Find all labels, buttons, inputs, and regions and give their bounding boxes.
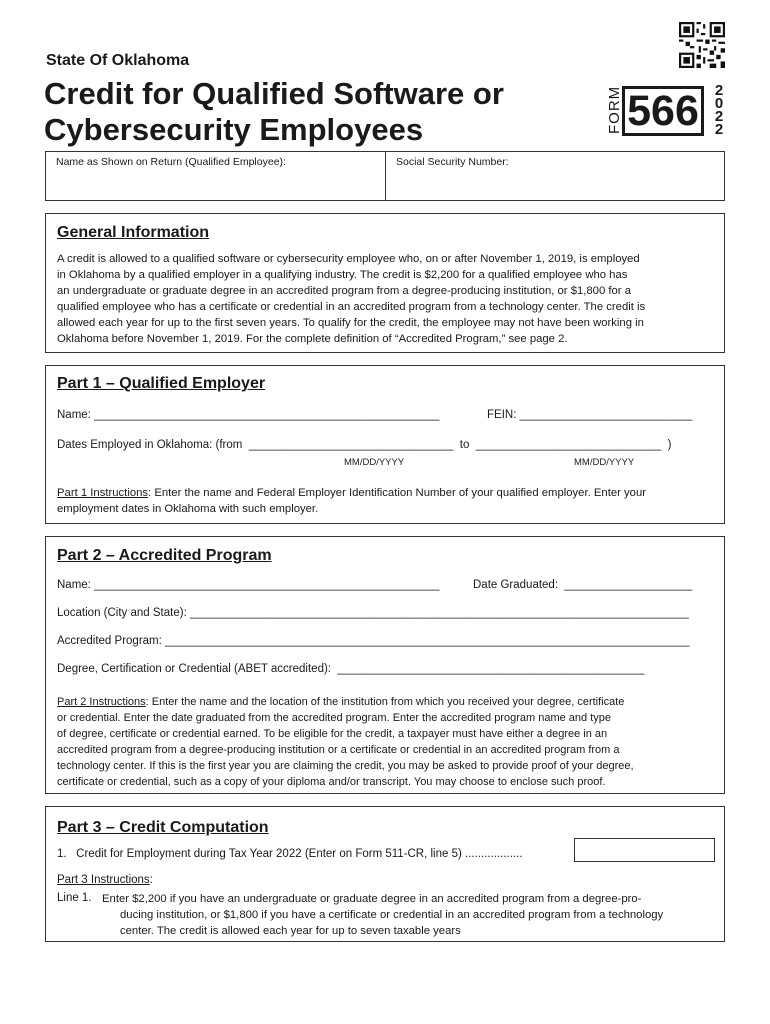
part1-instructions-text: : Enter the name and Federal Employer Identification Number of your qualified employer. Enter your (148, 487, 646, 499)
part3-instructions-heading (57, 874, 153, 886)
state-name: State Of Oklahoma (46, 52, 190, 69)
part3-title: Part 3 – Credit Computation (57, 819, 269, 836)
general-information-title: General Information (57, 224, 210, 241)
part3-line1-label: Line 1. (57, 892, 92, 904)
tax-year-vertical (712, 84, 726, 136)
part3-instructions-text: Enter $2,200 if you have an undergraduate or graduate degree in an accredited program from a degree-pro- (102, 893, 642, 905)
part3-instructions-colon: : (149, 874, 153, 886)
year-digit: 0 (714, 95, 724, 112)
part3-instructions-text: center. The credit is allowed each year for up to seven taxable years (120, 925, 461, 937)
date-graduated-field[interactable]: Date Graduated: ____________________ (473, 579, 693, 591)
part1-title: Part 1 – Qualified Employer (57, 375, 266, 392)
part1-instructions-text: employment dates in Oklahoma with such employer. (57, 503, 319, 515)
employer-fein-field[interactable]: FEIN: ___________________________ (487, 409, 693, 421)
form-title (44, 76, 584, 148)
employer-name-field[interactable]: Name: ______________________________________________________ (57, 409, 440, 421)
part3-instructions (102, 891, 714, 939)
part2-instructions-text: certificate or credential, such as a copy of your diploma and/or transcript. You may choose to enclose such proof. (57, 776, 606, 788)
part2-instructions-text: accredited program from a degree-producing institution or a certificate or credential in an accredited program from a (57, 744, 620, 756)
employee-name-field[interactable] (46, 152, 386, 200)
general-line: allowed each year for up to the first seven years. To qualify for the credit, the employee may not have been working in (57, 317, 644, 329)
date-format-hint-to: MM/DD/YYYY (574, 457, 635, 468)
employee-identification-box (45, 151, 725, 201)
form-title-line-2: Cybersecurity Employees (44, 112, 424, 147)
institution-name-field[interactable]: Name: ______________________________________________________ (57, 579, 440, 591)
general-information-text (57, 251, 713, 347)
accredited-program-field[interactable]: Accredited Program: __________________________________________________________________________________ (57, 635, 690, 647)
qr-code-icon (679, 22, 725, 68)
form-label: FORM (606, 85, 623, 134)
line1-credit-description: 1. Credit for Employment during Tax Year 2022 (Enter on Form 511-CR, line 5) .................. (57, 848, 523, 860)
date-format-hint-from: MM/DD/YYYY (344, 457, 405, 468)
general-line: A credit is allowed to a qualified software or cybersecurity employee who, on or after November 1, 2019, is employed (57, 253, 640, 265)
general-line: in Oklahoma by a qualified employer in a qualifying industry. The credit is $2,200 for a qualified employee who has (57, 269, 628, 281)
part1-section (45, 365, 725, 524)
part3-instructions-label: Part 3 Instructions (57, 874, 150, 886)
part2-section (45, 536, 725, 794)
degree-field[interactable]: Degree, Certification or Credential (ABET accredited): ________________________________________________ (57, 663, 645, 675)
part2-instructions-text: : Enter the name and the location of the institution from which you received your degree, certificate (145, 696, 625, 708)
general-line: an undergraduate or graduate degree in an accredited program from a degree-producing institution, or $1,800 for a (57, 285, 631, 297)
general-line: Oklahoma before November 1, 2019. For the complete definition of “Accredited Program,” see page 2. (57, 333, 568, 345)
part2-instructions (57, 694, 713, 790)
location-field[interactable]: Location (City and State): ______________________________________________________________________________ (57, 607, 689, 619)
general-information-section (45, 213, 725, 353)
part3-section (45, 806, 725, 942)
year-digit: 2 (714, 108, 724, 125)
part2-instructions-text: or credential. Enter the date graduated from the accredited program. Enter the accredited program name and type (57, 712, 611, 724)
form-title-line-1: Credit for Qualified Software or (44, 76, 504, 111)
ssn-label: Social Security Number: (396, 156, 509, 168)
employee-name-label: Name as Shown on Return (Qualified Employee): (56, 156, 286, 168)
year-digit: 2 (714, 121, 724, 138)
year-digit: 2 (714, 82, 724, 99)
part1-instructions-label: Part 1 Instructions (57, 487, 149, 499)
part1-instructions (57, 485, 713, 517)
form-number: 566 (622, 86, 704, 136)
line1-credit-amount-input[interactable] (574, 838, 715, 862)
ssn-field[interactable] (386, 152, 724, 200)
general-line: qualified employee who has a certificate or credential in an accredited program from a technology center. The credit is (57, 301, 646, 313)
part2-instructions-text: technology center. If this is the first year you are claiming the credit, you may be asked to provide proof of your degree, (57, 760, 634, 772)
part3-instructions-text: ducing institution, or $1,800 if you have a certificate or credential in an accredited program from a technology (120, 909, 664, 921)
part2-instructions-label: Part 2 Instructions (57, 696, 146, 708)
part2-instructions-text: of degree, certificate or credential earned. To be eligible for the credit, a taxpayer must have either a degree in an (57, 728, 608, 740)
dates-employed-field[interactable]: Dates Employed in Oklahoma: (from ________________________________ to _____________________________ ) (57, 439, 672, 451)
part2-title: Part 2 – Accredited Program (57, 547, 272, 564)
